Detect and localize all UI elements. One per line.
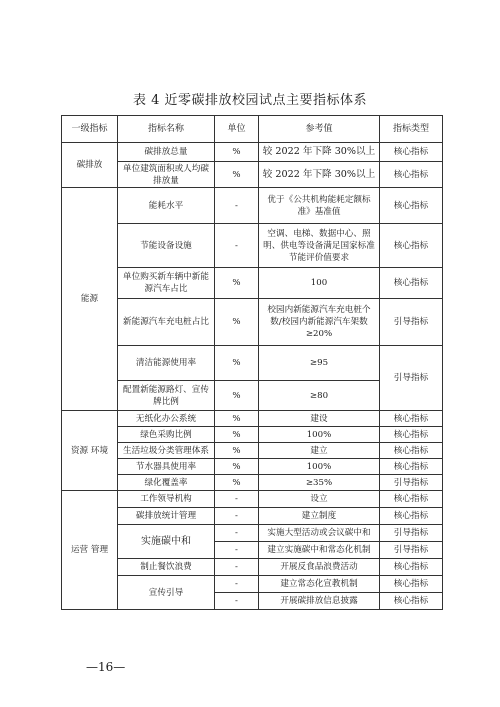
indicator-reference: 100 <box>259 268 380 299</box>
page-number: —16— <box>86 660 126 674</box>
indicator-unit: % <box>215 299 259 346</box>
group-cell-resource: 资源 环境 <box>62 411 118 491</box>
table-row <box>62 559 443 576</box>
indicator-reference: 建立实施碳中和常态化机制 <box>259 542 380 559</box>
indicator-reference: 100% <box>259 427 380 443</box>
indicator-unit: % <box>215 411 259 427</box>
indicator-unit: % <box>215 475 259 491</box>
indicator-name: 碳排放总量 <box>118 143 215 162</box>
indicator-reference: 实施大型活动或会议碳中和 <box>259 525 380 542</box>
indicator-unit: % <box>215 443 259 459</box>
indicator-name: 单位建筑面积或人均碳排放量 <box>118 162 215 188</box>
table-row <box>62 475 443 491</box>
indicator-unit: % <box>215 346 259 381</box>
header-type: 指标类型 <box>380 116 443 143</box>
indicator-name: 工作领导机构 <box>118 491 215 508</box>
indicator-name: 生活垃圾分类管理体系 <box>118 443 215 459</box>
indicator-reference: 建立常态化宣教机制 <box>259 576 380 593</box>
indicator-name: 能耗水平 <box>118 188 215 224</box>
indicator-type: 核心指标 <box>380 224 443 268</box>
indicator-type: 核心指标 <box>380 459 443 475</box>
table-row <box>62 427 443 443</box>
table-row <box>62 411 443 427</box>
header-row <box>62 116 443 143</box>
table-row <box>62 162 443 188</box>
table-row <box>62 346 443 381</box>
indicator-reference: 较 2022 年下降 30%以上 <box>259 162 380 188</box>
indicator-name: 实施碳中和 <box>118 525 215 559</box>
table-row <box>62 143 443 162</box>
indicator-unit: % <box>215 381 259 411</box>
indicator-unit: % <box>215 268 259 299</box>
indicator-name: 新能源汽车充电桩占比 <box>118 299 215 346</box>
indicator-unit: - <box>215 508 259 525</box>
table-row <box>62 224 443 268</box>
indicator-reference: 建设 <box>259 411 380 427</box>
table-row <box>62 459 443 475</box>
indicator-type: 核心指标 <box>380 593 443 610</box>
indicator-name: 节水器具使用率 <box>118 459 215 475</box>
indicator-name: 宣传引导 <box>118 576 215 610</box>
indicator-type: 核心指标 <box>380 576 443 593</box>
table-row <box>62 268 443 299</box>
indicator-type: 核心指标 <box>380 188 443 224</box>
indicator-unit: % <box>215 427 259 443</box>
indicator-reference: 较 2022 年下降 30%以上 <box>259 143 380 162</box>
indicator-name: 配置新能源路灯、宣传牌比例 <box>118 381 215 411</box>
indicator-unit: - <box>215 491 259 508</box>
indicator-table <box>61 115 443 610</box>
indicator-name: 制止餐饮浪费 <box>118 559 215 576</box>
indicator-name: 无纸化办公系统 <box>118 411 215 427</box>
indicator-type: 核心指标 <box>380 143 443 162</box>
indicator-unit: - <box>215 525 259 542</box>
header-name: 指标名称 <box>118 116 215 143</box>
indicator-unit: % <box>215 459 259 475</box>
indicator-unit: - <box>215 576 259 593</box>
indicator-type: 核心指标 <box>380 411 443 427</box>
indicator-reference: 空调、电梯、数据中心、照明、供电等设备满足国家标准节能评价值要求 <box>259 224 380 268</box>
header-level1: 一级指标 <box>62 116 118 143</box>
indicator-unit: - <box>215 224 259 268</box>
indicator-unit: % <box>215 162 259 188</box>
table-row <box>62 525 443 542</box>
indicator-reference: 建立 <box>259 443 380 459</box>
indicator-type: 核心指标 <box>380 443 443 459</box>
indicator-type: 引导指标 <box>380 346 443 411</box>
indicator-type: 核心指标 <box>380 491 443 508</box>
header-unit: 单位 <box>215 116 259 143</box>
indicator-type: 核心指标 <box>380 427 443 443</box>
table-title: 表 4 近零碳排放校园试点主要指标体系 <box>132 93 368 108</box>
indicator-type: 核心指标 <box>380 162 443 188</box>
table-row <box>62 299 443 346</box>
indicator-type: 引导指标 <box>380 525 443 542</box>
table-row <box>62 576 443 593</box>
indicator-reference: 优于《公共机构能耗定额标准》基准值 <box>259 188 380 224</box>
indicator-unit: - <box>215 593 259 610</box>
table-row <box>62 508 443 525</box>
indicator-reference: 开展碳排放信息披露 <box>259 593 380 610</box>
indicator-reference: 建立制度 <box>259 508 380 525</box>
indicator-type: 核心指标 <box>380 268 443 299</box>
indicator-type: 引导指标 <box>380 475 443 491</box>
indicator-type: 引导指标 <box>380 299 443 346</box>
indicator-name: 碳排放统计管理 <box>118 508 215 525</box>
indicator-type: 核心指标 <box>380 508 443 525</box>
table-row <box>62 188 443 224</box>
indicator-name: 节能设备设施 <box>118 224 215 268</box>
indicator-reference: ≥35% <box>259 475 380 491</box>
table-row <box>62 491 443 508</box>
indicator-name: 单位购买新车辆中新能源汽车占比 <box>118 268 215 299</box>
indicator-name: 清洁能源使用率 <box>118 346 215 381</box>
header-reference: 参考值 <box>259 116 380 143</box>
group-cell-energy: 能源 <box>62 188 118 411</box>
table-row <box>62 443 443 459</box>
indicator-type: 核心指标 <box>380 559 443 576</box>
indicator-reference: 100% <box>259 459 380 475</box>
group-cell-carbon: 碳排放 <box>62 143 118 188</box>
indicator-type: 引导指标 <box>380 542 443 559</box>
indicator-name: 绿化覆盖率 <box>118 475 215 491</box>
indicator-reference: 开展反食品浪费活动 <box>259 559 380 576</box>
indicator-name: 绿色采购比例 <box>118 427 215 443</box>
group-cell-operation: 运营 管理 <box>62 491 118 610</box>
indicator-unit: - <box>215 542 259 559</box>
indicator-unit: - <box>215 188 259 224</box>
indicator-unit: % <box>215 143 259 162</box>
indicator-reference: 设立 <box>259 491 380 508</box>
indicator-unit: - <box>215 559 259 576</box>
indicator-reference: ≥80 <box>259 381 380 411</box>
indicator-reference: 校园内新能源汽车充电桩个数/校园内新能源汽车架数≥20% <box>259 299 380 346</box>
indicator-reference: ≥95 <box>259 346 380 381</box>
